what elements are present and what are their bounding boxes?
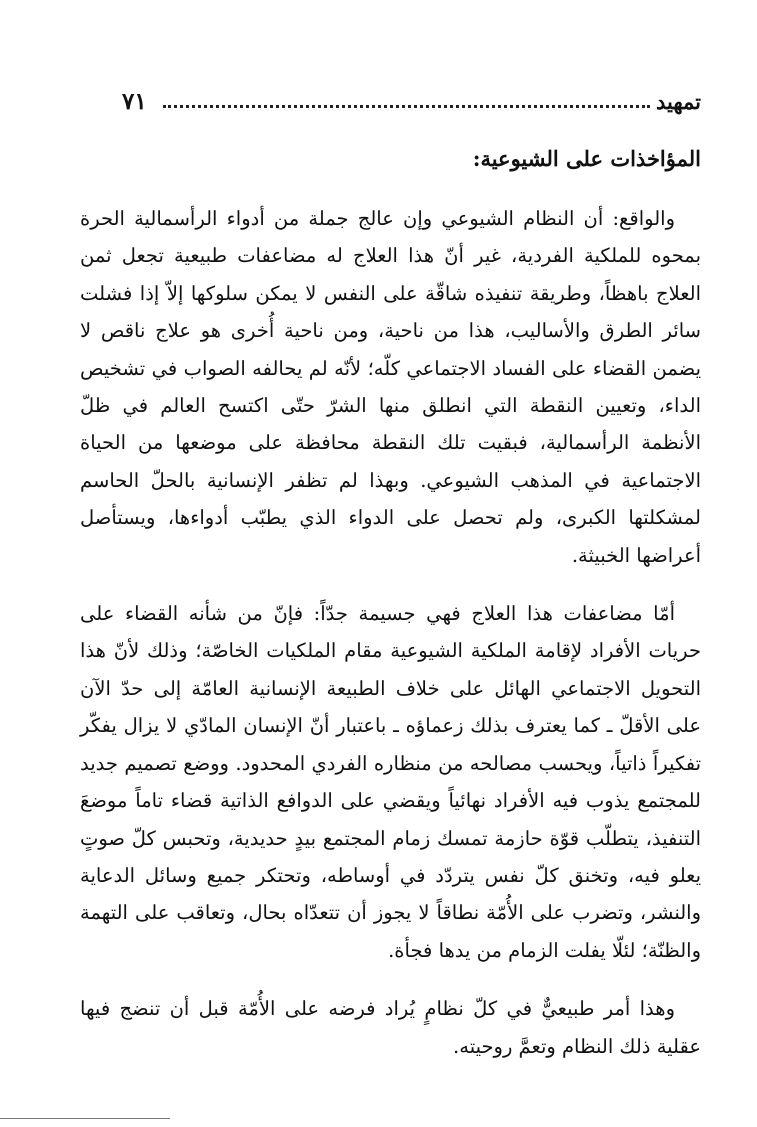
body-text — [80, 200, 701, 1086]
paragraph-2: أمّا مضاعفات هذا العلاج فهي جسيمة جدّاً: فإنّ من شأنه القضاء على حريات الأفراد لإقامة الملكية الشيوعية مقام الملكيات الخاصّة؛ وذلك لأنّ هذا التحويل الاجتماعي الهائل على خلاف الطبيعة الإنسانية العامّة إلى حدّ الآن على الأقلّ ـ كما يعترف بذلك زعماؤه ـ باعتبار أنّ الإنسان المادّي لا يزال يفكّر تفكيراً ذاتياً، ويحسب مصالحه من منظاره الفردي المحدود. ووضع تصميم جديد للمجتمع يذوب فيه الأفراد نهائياً ويقضي على الدوافع الذاتية قضاء تاماً موضعَ التنفيذ، يتطلّب قوّة حازمة تمسك زمام المجتمع بيدٍ حديدية، وتحبس كلّ صوتٍ يعلو فيه، وتخنق كلّ نفس يتردّد في أوساطه، وتحتكر جميع وسائل الدعاية والنشر، وتضرب على الأُمّة نطاقاً لا يجوز أن تتعدّاه بحال، وتعاقب على التهمة والظنّة؛ لئلّا يفلت الزمام من يدها فجأة. — [80, 602, 701, 962]
paragraph-1: والواقع: أن النظام الشيوعي وإن عالج جملة من أدواء الرأسمالية الحرة بمحوه للملكية الفردية، غير أنّ هذا العلاج له مضاعفات طبيعية تجعل ثمن العلاج باهظاً، وطريقة تنفيذه شاقّة على النفس لا يمكن سلوكها إلاّ إذا فشلت سائر الطرق والأساليب، هذا من ناحية، ومن ناحية أُخرى هو علاج ناقص لا يضمن القضاء على الفساد الاجتماعي كلّه؛ لأنّه لم يحالفه الصواب في تشخيص الداء، وتعيين النقطة التي انطلق منها الشرّ حتّى اكتسح العالم في ظلّ الأنظمة الرأسمالية، فبقيت تلك النقطة محافظة على موضعها من الحياة الاجتماعية في المذهب الشيوعي. وبهذا لم تظفر الإنسانية بالحلّ الحاسم لمشكلتها الكبرى، ولم تحصل على الدواء الذي يطبّب أدواءها، ويستأصل أعراضها الخبيثة. — [80, 207, 701, 567]
running-header — [122, 84, 701, 118]
section-heading: المؤاخذات على الشيوعية: — [472, 146, 701, 171]
header-dot-leader — [163, 105, 650, 108]
footnote-rule — [0, 1118, 170, 1119]
chapter-title: تمهيد — [655, 88, 701, 114]
paragraph-3: وهذا أمر طبيعيٌّ في كلّ نظامٍ يُراد فرضه على الأُمّة قبل أن تنضج فيها عقلية ذلك النظام وتعمَّ روحيته. — [80, 997, 701, 1058]
page-number: ٧١ — [122, 87, 147, 115]
